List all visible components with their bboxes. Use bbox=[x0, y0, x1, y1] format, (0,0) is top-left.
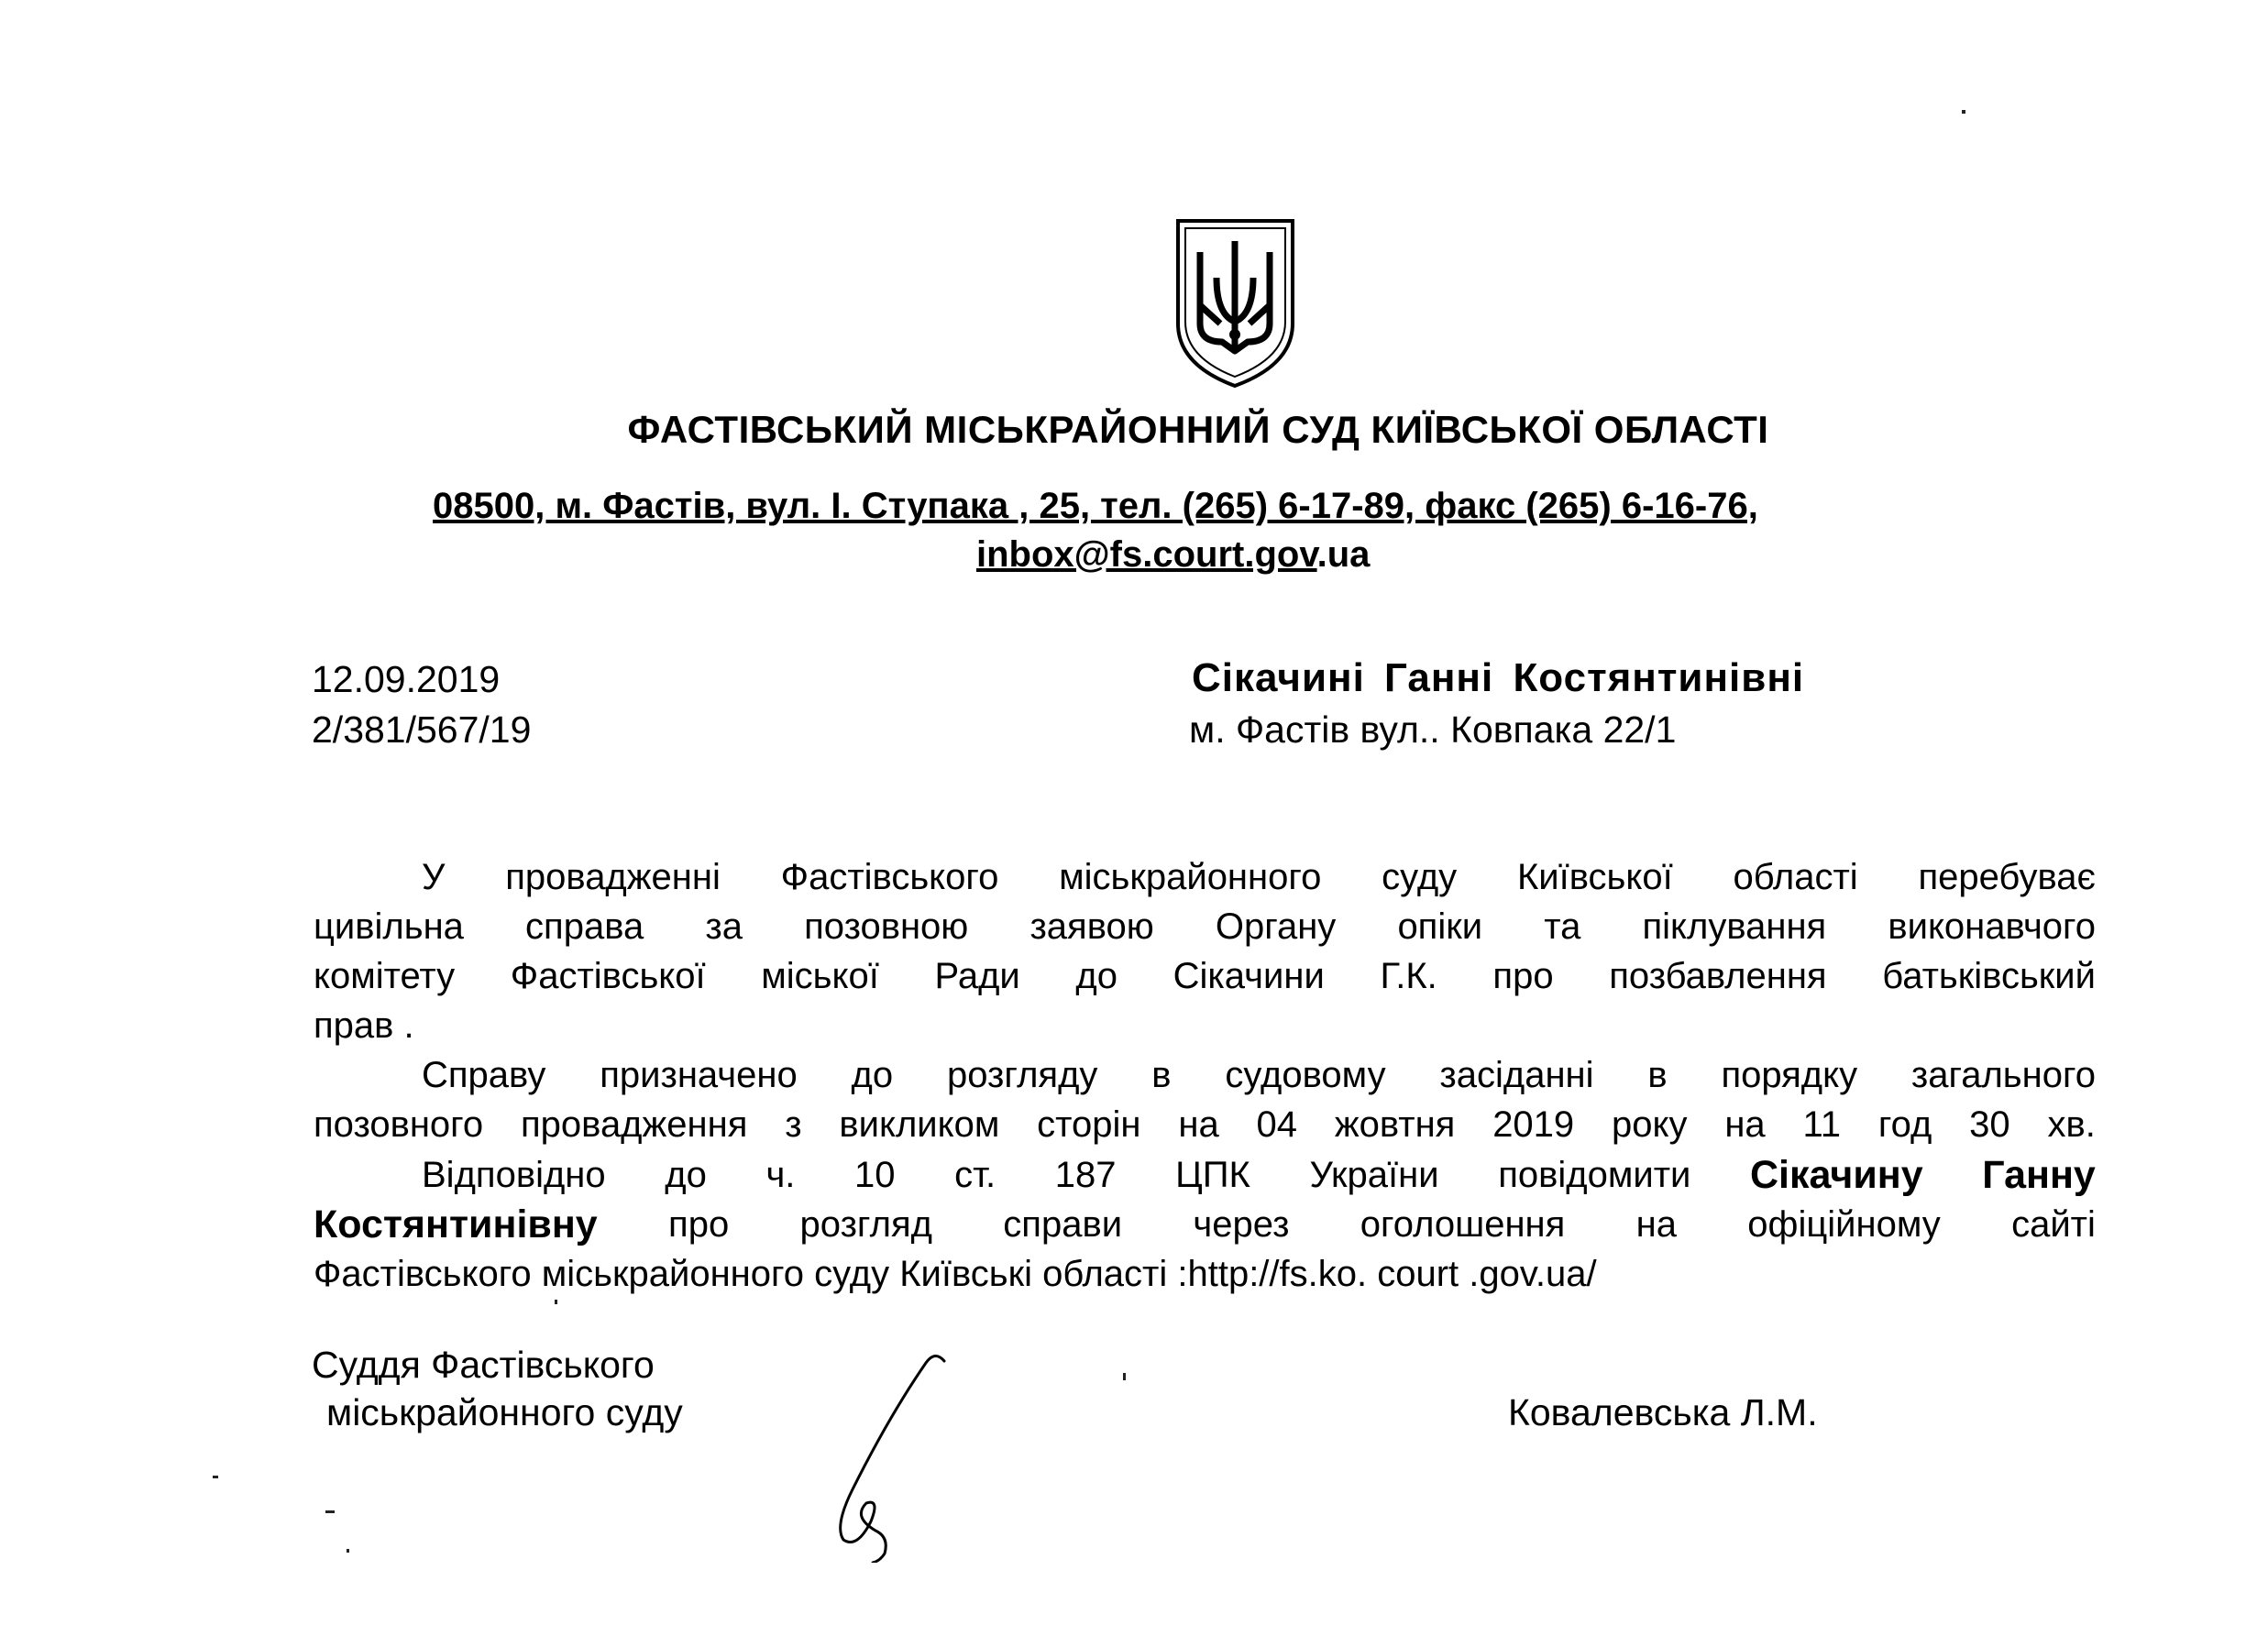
word: засіданні bbox=[1439, 1055, 1594, 1095]
word: до bbox=[665, 1155, 707, 1195]
paragraph-1-line-2 bbox=[314, 902, 2096, 951]
judge-name: Ковалевська Л.М. bbox=[1508, 1391, 1818, 1433]
scan-speck bbox=[1123, 1373, 1126, 1380]
word: призначено bbox=[600, 1055, 798, 1095]
word: 187 bbox=[1054, 1155, 1117, 1195]
paragraph-1-line-4: прав . bbox=[314, 1005, 414, 1046]
word: справи bbox=[1003, 1204, 1123, 1245]
paragraph-2-line-2 bbox=[314, 1100, 2096, 1149]
word: на bbox=[1635, 1204, 1677, 1245]
court-email bbox=[976, 534, 1370, 576]
court-address: 08500, м. Фастів, вул. І. Ступака , 25, тел. (265) 6-17-89, факс (265) 6-16-76, bbox=[433, 486, 1758, 526]
paragraph-3-line-2 bbox=[314, 1200, 2096, 1249]
word: Органу bbox=[1215, 906, 1337, 947]
word: батьківський bbox=[1882, 956, 2096, 996]
word: Справу bbox=[422, 1055, 546, 1095]
word: опіки bbox=[1397, 906, 1483, 947]
word: порядку bbox=[1721, 1055, 1858, 1095]
word: піклування bbox=[1642, 906, 1827, 947]
word: заявою bbox=[1029, 906, 1154, 947]
court-email-link[interactable]: inbox@fs.court.gov bbox=[976, 534, 1317, 575]
scan-speck bbox=[347, 1549, 349, 1553]
letter-date: 12.09.2019 bbox=[312, 658, 501, 700]
word: загального bbox=[1910, 1055, 2096, 1095]
word: викликом bbox=[839, 1104, 1000, 1145]
word: Фастівського bbox=[780, 857, 999, 897]
word: розгляд bbox=[799, 1204, 932, 1245]
word: Київської bbox=[1516, 857, 1673, 897]
court-email-tail: .ua bbox=[1316, 534, 1371, 575]
word: на bbox=[1724, 1104, 1766, 1145]
word: України bbox=[1309, 1155, 1439, 1195]
paragraph-1-line-3 bbox=[314, 951, 2096, 1001]
word: У bbox=[422, 857, 446, 897]
judge-title-line-1: Суддя Фастівського bbox=[312, 1344, 655, 1386]
word: перебуває bbox=[1918, 857, 2096, 897]
word: год bbox=[1877, 1104, 1932, 1145]
word: та bbox=[1544, 906, 1581, 947]
word: на bbox=[1178, 1104, 1219, 1145]
recipient-name: Сікачині Ганні Костянтинівні bbox=[1192, 655, 1805, 700]
scan-speck bbox=[325, 1510, 335, 1513]
word: Відповідно bbox=[422, 1155, 606, 1195]
word: судовому bbox=[1225, 1055, 1386, 1095]
paragraph-1-line-1 bbox=[422, 852, 2096, 902]
word: позбавлення bbox=[1609, 956, 1827, 996]
word: розгляду bbox=[946, 1055, 1098, 1095]
word: комітету bbox=[314, 956, 456, 996]
word: хв. bbox=[2047, 1104, 2096, 1145]
word: виконавчого bbox=[1888, 906, 2096, 947]
word: міської bbox=[761, 956, 879, 996]
word: 2019 bbox=[1492, 1104, 1575, 1145]
word: ч. bbox=[765, 1155, 796, 1195]
word: повідомити bbox=[1498, 1155, 1691, 1195]
bold-word: Костянтинівну bbox=[314, 1202, 598, 1246]
scan-speck bbox=[555, 1300, 557, 1304]
word: провадженні bbox=[505, 857, 721, 897]
bold-word: Сікачину bbox=[1749, 1153, 1923, 1197]
word: Г.К. bbox=[1380, 956, 1437, 996]
word: про bbox=[1492, 956, 1554, 996]
word: через bbox=[1193, 1204, 1290, 1245]
case-reference: 2/381/567/19 bbox=[312, 708, 532, 751]
word: позовного bbox=[314, 1104, 484, 1145]
word: області bbox=[1733, 857, 1858, 897]
word: суду bbox=[1382, 857, 1458, 897]
word: жовтня bbox=[1334, 1104, 1456, 1145]
word: в bbox=[1647, 1055, 1668, 1095]
word: позовною bbox=[804, 906, 969, 947]
word: 04 bbox=[1256, 1104, 1298, 1145]
word: до bbox=[1075, 956, 1117, 996]
word: справа bbox=[525, 906, 644, 947]
word: в bbox=[1151, 1055, 1172, 1095]
handwritten-signature bbox=[788, 1343, 972, 1563]
bold-word: Ганну bbox=[1982, 1153, 2096, 1197]
word: Сікачини bbox=[1173, 956, 1325, 996]
word: оголошення bbox=[1360, 1204, 1566, 1245]
word: за bbox=[705, 906, 743, 947]
court-name-heading: ФАСТІВСЬКИЙ МІСЬКРАЙОННИЙ СУД КИЇВСЬКОЇ ОБЛАСТІ bbox=[627, 408, 1769, 451]
paragraph-2-line-1 bbox=[422, 1050, 2096, 1100]
word: з bbox=[785, 1104, 802, 1145]
judge-title-line-2: міськрайонного суду bbox=[326, 1391, 683, 1433]
word: 30 bbox=[1969, 1104, 2010, 1145]
trident-emblem-icon bbox=[1169, 214, 1302, 392]
word: 11 bbox=[1802, 1104, 1842, 1145]
scan-speck bbox=[213, 1476, 218, 1478]
word: 10 bbox=[854, 1155, 896, 1195]
paragraph-3-line-1 bbox=[422, 1150, 2096, 1200]
word: року bbox=[1612, 1104, 1688, 1145]
word: сайті bbox=[2011, 1204, 2096, 1245]
word: про bbox=[668, 1204, 730, 1245]
recipient-address: м. Фастів вул.. Ковпака 22/1 bbox=[1189, 708, 1677, 751]
word: ст. bbox=[954, 1155, 996, 1195]
paragraph-3-line-3: Фастівського міськрайонного суду Київські області :http://fs.ko. court .gov.ua/ bbox=[314, 1254, 1597, 1294]
judge-title bbox=[312, 1341, 683, 1436]
word: до bbox=[851, 1055, 894, 1095]
scan-speck bbox=[1962, 110, 1965, 114]
word: офіційному bbox=[1747, 1204, 1941, 1245]
word: Фастівської bbox=[510, 956, 706, 996]
word: міськрайонного bbox=[1059, 857, 1322, 897]
word: Ради bbox=[934, 956, 1020, 996]
word: ЦПК bbox=[1175, 1155, 1250, 1195]
word: цивільна bbox=[314, 906, 464, 947]
word: провадження bbox=[520, 1104, 748, 1145]
word: сторін bbox=[1037, 1104, 1141, 1145]
